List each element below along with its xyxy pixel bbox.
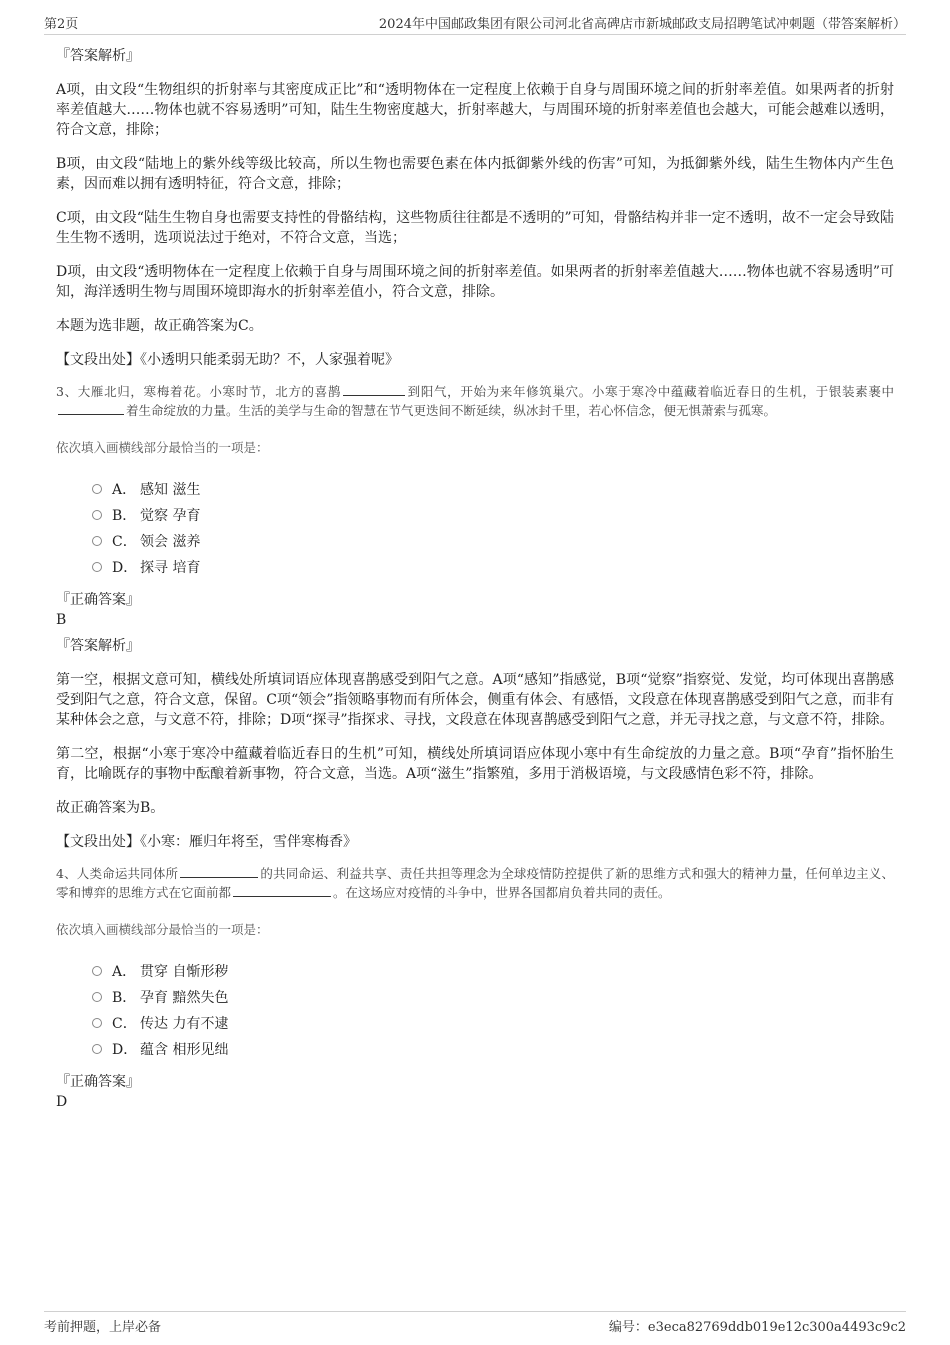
page-header [44, 12, 906, 35]
radio-icon[interactable] [92, 510, 102, 520]
question-3-options [92, 476, 894, 580]
answer-label: 『正确答案』 [56, 592, 140, 608]
question-4-instruction: 依次填入画横线部分最恰当的一项是： [56, 922, 269, 937]
passage-source: 【文段出处】《小透明只能柔弱无助？不，人家强着呢》 [56, 352, 399, 368]
page-content [56, 46, 894, 1118]
option-c[interactable]: C． 领会 滋养 [92, 528, 894, 554]
radio-icon[interactable] [92, 1044, 102, 1054]
fill-blank [343, 382, 405, 396]
option-a[interactable]: A． 感知 滋生 [92, 476, 894, 502]
option-a[interactable]: A． 贯穿 自惭形秽 [92, 958, 894, 984]
radio-icon[interactable] [92, 484, 102, 494]
analysis-para: 第二空，根据“小寒于寒冷中蕴藏着临近春日的生机”可知，横线处所填词语应体现小寒中有生命绽放的力量之意。B项“孕育”指怀胎生育，比喻既存的事物中酝酿着新事物，符合文意，当选。A项“滋生”指繁殖，多用于消极语境，与文段感情色彩不符，排除。 [56, 746, 894, 782]
document-title: 2024年中国邮政集团有限公司河北省高碑店市新城邮政支局招聘笔试冲刺题（带答案解析） [378, 17, 906, 32]
question-3-instruction: 依次填入画横线部分最恰当的一项是： [56, 440, 269, 455]
analysis-para: 第一空，根据文意可知，横线处所填词语应体现喜鹊感受到阳气之意。A项“感知”指感觉，B项“觉察”指察觉、发觉，均可体现出喜鹊感受到阳气之意，符合文意，保留。C项“领会”指领略事物而有所体会，侧重有体会、有感悟，文段意在体现喜鹊感受到阳气之意，而非有某种体会之意，与文意不符，排除；D项“探寻”指探求、寻找，文段意在体现喜鹊感受到阳气之意，并无寻找之意，与文意不符，排除。 [56, 672, 894, 728]
fill-blank [58, 401, 124, 415]
analysis-para: A项，由文段“生物组织的折射率与其密度成正比”和“透明物体在一定程度上依赖于自身与周围环境之间的折射率差值。如果两者的折射率差值越大……物体也就不容易透明”可知，陆生生物密度越大，折射率越大，与周围环境的折射率差值也会越大，可能会越难以透明，符合文意，排除； [56, 82, 894, 138]
document-code: 编号：e3eca82769ddb019e12c300a4493c9c2 [608, 1319, 906, 1335]
fill-blank [233, 883, 331, 897]
option-d[interactable]: D． 蕴含 相形见绌 [92, 1036, 894, 1062]
analysis-conclusion: 本题为选非题，故正确答案为C。 [56, 318, 263, 334]
option-c[interactable]: C． 传达 力有不逮 [92, 1010, 894, 1036]
page-number: 第2页 [44, 17, 79, 32]
option-b[interactable]: B． 孕育 黯然失色 [92, 984, 894, 1010]
analysis-conclusion: 故正确答案为B。 [56, 800, 165, 816]
analysis-para: B项，由文段“陆地上的紫外线等级比较高，所以生物也需要色素在体内抵御紫外线的伤害”可知，为抵御紫外线，陆生生物体内产生色素，因而难以拥有透明特征，符合文意，排除； [56, 156, 894, 192]
fill-blank [180, 864, 258, 878]
analysis-label: 『答案解析』 [56, 48, 140, 64]
radio-icon[interactable] [92, 536, 102, 546]
correct-answer: D [56, 1094, 68, 1110]
radio-icon[interactable] [92, 1018, 102, 1028]
question-4-options [92, 958, 894, 1062]
correct-answer: B [56, 612, 67, 628]
analysis-label: 『答案解析』 [56, 638, 140, 654]
analysis-para: C项，由文段“陆生生物自身也需要支持性的骨骼结构，这些物质往往都是不透明的”可知，骨骼结构并非一定不透明，故不一定会导致陆生生物不透明，选项说法过于绝对，不符合文意，当选； [56, 210, 894, 246]
radio-icon[interactable] [92, 562, 102, 572]
question-3-stem: 3、大雁北归，寒梅着花。小寒时节，北方的喜鹊 到阳气，开始为来年修筑巢穴。小寒于寒冷中蕴藏着临近春日的生机，于银装素裹中着生命绽放的力量。生活的美学与生命的智慧在节气更迭间不断延续，纵冰封千里，若心怀信念，便无惧萧索与孤寒。 [56, 384, 894, 418]
passage-source: 【文段出处】《小寒：雁归年将至，雪伴寒梅香》 [56, 834, 357, 850]
option-b[interactable]: B． 觉察 孕育 [92, 502, 894, 528]
footer-slogan: 考前押题，上岸必备 [44, 1319, 162, 1335]
question-4-stem: 4、人类命运共同体所 的共同命运、利益共享、责任共担等理念为全球疫情防控提供了新的思维方式和强大的精神力量，任何单边主义、零和博弈的思维方式在它面前都 。在这场应对疫情的斗争中，世界各国都肩负着共同的责任。 [56, 866, 894, 900]
answer-label: 『正确答案』 [56, 1074, 140, 1090]
radio-icon[interactable] [92, 992, 102, 1002]
option-d[interactable]: D． 探寻 培育 [92, 554, 894, 580]
analysis-para: D项，由文段“透明物体在一定程度上依赖于自身与周围环境之间的折射率差值。如果两者的折射率差值越大……物体也就不容易透明”可知，海洋透明生物与周围环境即海水的折射率差值小，符合文意，排除。 [56, 264, 894, 300]
radio-icon[interactable] [92, 966, 102, 976]
page-footer [44, 1311, 906, 1336]
